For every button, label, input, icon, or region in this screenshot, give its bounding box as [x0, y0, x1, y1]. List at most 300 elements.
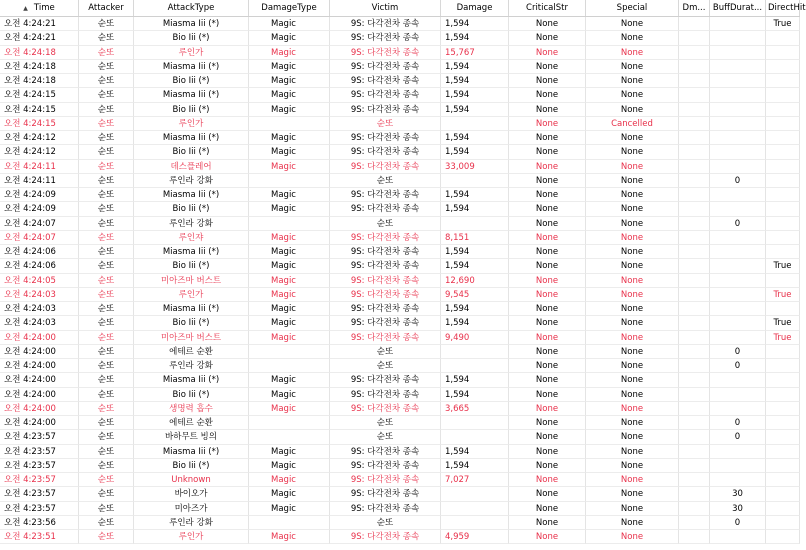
cell-victim: 9S: 다각전차 종속 — [330, 145, 441, 159]
cell-attack-type: Miasma Iii (*) — [134, 445, 249, 459]
cell-dm — [679, 103, 710, 117]
cell-damage: 33,009 — [441, 160, 509, 174]
cell-damage-type: Magic — [249, 31, 330, 45]
cell-time: 오전 4:24:12 — [0, 131, 79, 145]
cell-critical-str: None — [509, 217, 586, 231]
cell-attack-type: 루인쟈 — [134, 231, 249, 245]
cell-victim: 9S: 다각전차 종속 — [330, 302, 441, 316]
column-header-damage-type[interactable]: DamageType — [249, 0, 330, 16]
sort-ascending-icon: ▲ — [23, 5, 28, 12]
cell-attacker: 순또 — [79, 373, 134, 387]
cell-time: 오전 4:24:11 — [0, 174, 79, 188]
cell-direct-hit — [766, 502, 800, 516]
cell-special: None — [586, 188, 679, 202]
cell-victim: 9S: 다각전차 종속 — [330, 46, 441, 60]
cell-damage: 15,767 — [441, 46, 509, 60]
table-row[interactable] — [0, 145, 800, 159]
cell-damage-type — [249, 345, 330, 359]
cell-attacker: 순또 — [79, 103, 134, 117]
column-header-attacker[interactable]: Attacker — [79, 0, 134, 16]
cell-buff-duration: 0 — [710, 430, 766, 444]
table-row[interactable] — [0, 60, 800, 74]
cell-attacker: 순또 — [79, 17, 134, 31]
cell-damage-type: Magic — [249, 46, 330, 60]
cell-dm — [679, 459, 710, 473]
cell-dm — [679, 302, 710, 316]
cell-direct-hit — [766, 473, 800, 487]
table-row[interactable] — [0, 445, 800, 459]
cell-special: None — [586, 459, 679, 473]
table-row[interactable] — [0, 487, 800, 501]
cell-special: None — [586, 402, 679, 416]
cell-attack-type: 루인라 강화 — [134, 516, 249, 530]
cell-time: 오전 4:24:06 — [0, 245, 79, 259]
cell-special: None — [586, 502, 679, 516]
cell-time: 오전 4:24:15 — [0, 117, 79, 131]
table-row[interactable] — [0, 331, 800, 345]
cell-victim: 9S: 다각전차 종속 — [330, 331, 441, 345]
cell-attacker: 순또 — [79, 388, 134, 402]
cell-victim: 순또 — [330, 516, 441, 530]
cell-critical-str: None — [509, 46, 586, 60]
table-row[interactable] — [0, 174, 800, 188]
table-row[interactable] — [0, 245, 800, 259]
cell-critical-str: None — [509, 17, 586, 31]
cell-damage-type — [249, 416, 330, 430]
table-row[interactable] — [0, 217, 800, 231]
cell-time: 오전 4:23:57 — [0, 487, 79, 501]
cell-victim: 9S: 다각전차 종속 — [330, 502, 441, 516]
cell-buff-duration — [710, 473, 766, 487]
cell-attack-type: Miasma Iii (*) — [134, 373, 249, 387]
cell-attacker: 순또 — [79, 188, 134, 202]
cell-special: None — [586, 202, 679, 216]
cell-critical-str: None — [509, 88, 586, 102]
cell-damage: 1,594 — [441, 74, 509, 88]
table-row[interactable] — [0, 359, 800, 373]
table-row[interactable] — [0, 188, 800, 202]
table-row[interactable] — [0, 502, 800, 516]
cell-critical-str: None — [509, 145, 586, 159]
cell-critical-str: None — [509, 131, 586, 145]
cell-damage — [441, 487, 509, 501]
cell-direct-hit — [766, 231, 800, 245]
cell-dm — [679, 31, 710, 45]
cell-direct-hit — [766, 416, 800, 430]
cell-direct-hit — [766, 60, 800, 74]
cell-damage: 7,027 — [441, 473, 509, 487]
cell-damage — [441, 217, 509, 231]
cell-direct-hit — [766, 430, 800, 444]
cell-dm — [679, 516, 710, 530]
cell-damage — [441, 502, 509, 516]
column-header-direct-hit[interactable]: DirectHit — [766, 0, 800, 16]
cell-damage: 8,151 — [441, 231, 509, 245]
cell-critical-str: None — [509, 416, 586, 430]
cell-damage: 1,594 — [441, 17, 509, 31]
cell-special: None — [586, 530, 679, 544]
cell-damage-type: Magic — [249, 302, 330, 316]
cell-damage: 4,959 — [441, 530, 509, 544]
cell-damage-type: Magic — [249, 487, 330, 501]
cell-direct-hit — [766, 459, 800, 473]
cell-buff-duration: 30 — [710, 502, 766, 516]
table-row[interactable] — [0, 316, 800, 330]
cell-direct-hit: True — [766, 259, 800, 273]
cell-attack-type: Miasma Iii (*) — [134, 245, 249, 259]
cell-special: Cancelled — [586, 117, 679, 131]
cell-victim: 9S: 다각전차 종속 — [330, 188, 441, 202]
cell-special: None — [586, 487, 679, 501]
cell-critical-str: None — [509, 516, 586, 530]
table-row[interactable] — [0, 516, 800, 530]
cell-time: 오전 4:24:00 — [0, 345, 79, 359]
cell-damage-type: Magic — [249, 274, 330, 288]
cell-attacker: 순또 — [79, 145, 134, 159]
cell-direct-hit: True — [766, 331, 800, 345]
cell-dm — [679, 188, 710, 202]
cell-attacker: 순또 — [79, 530, 134, 544]
cell-damage-type: Magic — [249, 388, 330, 402]
cell-dm — [679, 145, 710, 159]
column-header-damage[interactable]: Damage — [441, 0, 509, 16]
table-row[interactable] — [0, 373, 800, 387]
cell-critical-str: None — [509, 316, 586, 330]
cell-critical-str: None — [509, 373, 586, 387]
cell-time: 오전 4:24:00 — [0, 359, 79, 373]
cell-time: 오전 4:24:21 — [0, 31, 79, 45]
cell-victim: 순또 — [330, 117, 441, 131]
cell-direct-hit — [766, 345, 800, 359]
column-header-attack-type[interactable]: AttackType — [134, 0, 249, 16]
cell-buff-duration — [710, 131, 766, 145]
cell-dm — [679, 373, 710, 387]
cell-time: 오전 4:24:00 — [0, 402, 79, 416]
table-row[interactable] — [0, 160, 800, 174]
cell-victim: 9S: 다각전차 종속 — [330, 259, 441, 273]
cell-damage: 9,545 — [441, 288, 509, 302]
column-header-special[interactable]: Special — [586, 0, 679, 16]
cell-time: 오전 4:24:21 — [0, 17, 79, 31]
cell-dm — [679, 388, 710, 402]
cell-damage-type: Magic — [249, 373, 330, 387]
cell-attack-type: Miasma Iii (*) — [134, 88, 249, 102]
cell-dm — [679, 46, 710, 60]
cell-victim: 순또 — [330, 430, 441, 444]
cell-special: None — [586, 516, 679, 530]
cell-dm — [679, 88, 710, 102]
cell-special: None — [586, 345, 679, 359]
cell-direct-hit — [766, 373, 800, 387]
cell-damage-type: Magic — [249, 74, 330, 88]
cell-buff-duration — [710, 402, 766, 416]
cell-damage-type: Magic — [249, 316, 330, 330]
cell-critical-str: None — [509, 245, 586, 259]
cell-damage: 3,665 — [441, 402, 509, 416]
column-header-dm[interactable]: Dm... — [679, 0, 710, 16]
table-row[interactable] — [0, 430, 800, 444]
cell-time: 오전 4:24:05 — [0, 274, 79, 288]
cell-attack-type: Miasma Iii (*) — [134, 60, 249, 74]
cell-attack-type: 미아즈마 버스트 — [134, 274, 249, 288]
cell-damage: 12,690 — [441, 274, 509, 288]
cell-direct-hit — [766, 217, 800, 231]
table-row[interactable] — [0, 388, 800, 402]
cell-special: None — [586, 145, 679, 159]
cell-damage-type — [249, 430, 330, 444]
cell-victim: 9S: 다각전차 종속 — [330, 245, 441, 259]
cell-attack-type: 루인가 — [134, 117, 249, 131]
cell-special: None — [586, 388, 679, 402]
cell-special: None — [586, 46, 679, 60]
cell-buff-duration — [710, 17, 766, 31]
table-row[interactable] — [0, 402, 800, 416]
cell-attack-type: 루인라 강화 — [134, 174, 249, 188]
cell-buff-duration — [710, 88, 766, 102]
cell-critical-str: None — [509, 60, 586, 74]
cell-attacker: 순또 — [79, 131, 134, 145]
cell-critical-str: None — [509, 487, 586, 501]
cell-buff-duration: 0 — [710, 516, 766, 530]
cell-time: 오전 4:23:57 — [0, 502, 79, 516]
column-header-buff-duration[interactable]: BuffDurat... — [710, 0, 766, 16]
cell-victim: 9S: 다각전차 종속 — [330, 60, 441, 74]
cell-buff-duration: 0 — [710, 174, 766, 188]
cell-attack-type: Bio Iii (*) — [134, 103, 249, 117]
cell-time: 오전 4:24:00 — [0, 416, 79, 430]
cell-critical-str: None — [509, 74, 586, 88]
cell-dm — [679, 74, 710, 88]
cell-attack-type: 루인라 강화 — [134, 217, 249, 231]
cell-victim: 9S: 다각전차 종속 — [330, 487, 441, 501]
cell-attack-type: Miasma Iii (*) — [134, 302, 249, 316]
cell-damage-type: Magic — [249, 502, 330, 516]
cell-damage-type: Magic — [249, 103, 330, 117]
table-row[interactable] — [0, 17, 800, 31]
cell-attacker: 순또 — [79, 416, 134, 430]
cell-special: None — [586, 430, 679, 444]
cell-dm — [679, 131, 710, 145]
cell-damage: 1,594 — [441, 202, 509, 216]
cell-special: None — [586, 160, 679, 174]
cell-buff-duration: 30 — [710, 487, 766, 501]
cell-damage — [441, 359, 509, 373]
cell-special: None — [586, 302, 679, 316]
cell-special: None — [586, 245, 679, 259]
table-row[interactable] — [0, 473, 800, 487]
cell-critical-str: None — [509, 174, 586, 188]
cell-damage-type: Magic — [249, 60, 330, 74]
table-row[interactable] — [0, 31, 800, 45]
cell-attacker: 순또 — [79, 160, 134, 174]
cell-special: None — [586, 103, 679, 117]
cell-direct-hit — [766, 117, 800, 131]
table-row[interactable] — [0, 117, 800, 131]
cell-buff-duration — [710, 388, 766, 402]
cell-attack-type: 데스플레어 — [134, 160, 249, 174]
cell-dm — [679, 202, 710, 216]
cell-attacker: 순또 — [79, 217, 134, 231]
cell-attack-type: Miasma Iii (*) — [134, 131, 249, 145]
table-row[interactable] — [0, 530, 800, 544]
cell-damage: 1,594 — [441, 388, 509, 402]
cell-critical-str: None — [509, 445, 586, 459]
cell-attacker: 순또 — [79, 459, 134, 473]
cell-damage-type: Magic — [249, 445, 330, 459]
table-row[interactable] — [0, 259, 800, 273]
cell-critical-str: None — [509, 502, 586, 516]
cell-damage-type: Magic — [249, 231, 330, 245]
cell-attack-type: 바이오가 — [134, 487, 249, 501]
cell-time: 오전 4:24:00 — [0, 388, 79, 402]
table-row[interactable] — [0, 74, 800, 88]
cell-attacker: 순또 — [79, 359, 134, 373]
table-row[interactable] — [0, 88, 800, 102]
cell-critical-str: None — [509, 31, 586, 45]
table-row[interactable] — [0, 302, 800, 316]
cell-attack-type: 루인가 — [134, 530, 249, 544]
cell-damage — [441, 516, 509, 530]
column-header-critical-str[interactable]: CriticalStr — [509, 0, 586, 16]
cell-damage: 1,594 — [441, 103, 509, 117]
cell-victim: 9S: 다각전차 종속 — [330, 316, 441, 330]
cell-dm — [679, 217, 710, 231]
column-header-time[interactable]: ▲ Time — [0, 0, 79, 16]
cell-victim: 9S: 다각전차 종속 — [330, 88, 441, 102]
cell-victim: 9S: 다각전차 종속 — [330, 288, 441, 302]
cell-time: 오전 4:24:18 — [0, 60, 79, 74]
cell-direct-hit — [766, 245, 800, 259]
cell-damage: 1,594 — [441, 31, 509, 45]
cell-dm — [679, 331, 710, 345]
cell-buff-duration — [710, 103, 766, 117]
cell-buff-duration — [710, 245, 766, 259]
cell-damage — [441, 430, 509, 444]
table-row[interactable] — [0, 231, 800, 245]
table-row[interactable] — [0, 288, 800, 302]
cell-attacker: 순또 — [79, 445, 134, 459]
cell-buff-duration — [710, 117, 766, 131]
cell-critical-str: None — [509, 259, 586, 273]
cell-critical-str: None — [509, 331, 586, 345]
cell-victim: 9S: 다각전차 종속 — [330, 103, 441, 117]
cell-victim: 9S: 다각전차 종속 — [330, 473, 441, 487]
cell-time: 오전 4:24:03 — [0, 316, 79, 330]
table-row[interactable] — [0, 345, 800, 359]
table-row[interactable] — [0, 46, 800, 60]
cell-direct-hit — [766, 74, 800, 88]
table-row[interactable] — [0, 131, 800, 145]
table-row[interactable] — [0, 459, 800, 473]
cell-attacker: 순또 — [79, 288, 134, 302]
table-row[interactable] — [0, 416, 800, 430]
cell-damage-type — [249, 217, 330, 231]
cell-direct-hit — [766, 103, 800, 117]
cell-critical-str: None — [509, 473, 586, 487]
cell-attacker: 순또 — [79, 402, 134, 416]
cell-dm — [679, 60, 710, 74]
cell-direct-hit — [766, 516, 800, 530]
cell-buff-duration — [710, 74, 766, 88]
cell-dm — [679, 430, 710, 444]
cell-direct-hit — [766, 160, 800, 174]
cell-attacker: 순또 — [79, 331, 134, 345]
cell-attack-type: 에테르 순환 — [134, 416, 249, 430]
cell-damage-type: Magic — [249, 402, 330, 416]
cell-buff-duration — [710, 259, 766, 273]
cell-attacker: 순또 — [79, 202, 134, 216]
cell-damage-type: Magic — [249, 188, 330, 202]
cell-victim: 9S: 다각전차 종속 — [330, 530, 441, 544]
cell-direct-hit — [766, 359, 800, 373]
cell-victim: 순또 — [330, 416, 441, 430]
cell-buff-duration — [710, 331, 766, 345]
cell-special: None — [586, 259, 679, 273]
cell-buff-duration: 0 — [710, 359, 766, 373]
cell-buff-duration — [710, 302, 766, 316]
table-row[interactable] — [0, 274, 800, 288]
cell-victim: 9S: 다각전차 종속 — [330, 31, 441, 45]
cell-buff-duration: 0 — [710, 345, 766, 359]
cell-victim: 순또 — [330, 174, 441, 188]
cell-critical-str: None — [509, 117, 586, 131]
cell-attack-type: Bio Iii (*) — [134, 202, 249, 216]
cell-attacker: 순또 — [79, 502, 134, 516]
cell-damage — [441, 345, 509, 359]
cell-dm — [679, 288, 710, 302]
cell-dm — [679, 245, 710, 259]
cell-attack-type: Miasma Iii (*) — [134, 188, 249, 202]
cell-victim: 9S: 다각전차 종속 — [330, 17, 441, 31]
cell-dm — [679, 502, 710, 516]
cell-critical-str: None — [509, 288, 586, 302]
cell-damage-type: Magic — [249, 160, 330, 174]
cell-attacker: 순또 — [79, 302, 134, 316]
cell-direct-hit — [766, 445, 800, 459]
cell-direct-hit: True — [766, 288, 800, 302]
cell-dm — [679, 174, 710, 188]
cell-damage-type — [249, 117, 330, 131]
cell-buff-duration — [710, 274, 766, 288]
cell-time: 오전 4:24:18 — [0, 74, 79, 88]
cell-attack-type: 루인가 — [134, 46, 249, 60]
cell-buff-duration — [710, 373, 766, 387]
cell-damage-type: Magic — [249, 530, 330, 544]
cell-attack-type: 루인가 — [134, 288, 249, 302]
cell-time: 오전 4:24:07 — [0, 217, 79, 231]
cell-direct-hit — [766, 88, 800, 102]
cell-damage-type: Magic — [249, 259, 330, 273]
cell-attacker: 순또 — [79, 60, 134, 74]
table-row[interactable] — [0, 202, 800, 216]
cell-special: None — [586, 316, 679, 330]
column-header-victim[interactable]: Victim — [330, 0, 441, 16]
cell-victim: 9S: 다각전차 종속 — [330, 274, 441, 288]
cell-damage-type — [249, 359, 330, 373]
cell-damage-type: Magic — [249, 331, 330, 345]
cell-buff-duration — [710, 530, 766, 544]
cell-buff-duration — [710, 445, 766, 459]
cell-damage-type: Magic — [249, 288, 330, 302]
cell-attack-type: Bio Iii (*) — [134, 74, 249, 88]
cell-attack-type: Bio Iii (*) — [134, 459, 249, 473]
table-row[interactable] — [0, 103, 800, 117]
cell-damage-type: Magic — [249, 131, 330, 145]
cell-time: 오전 4:24:12 — [0, 145, 79, 159]
cell-attacker: 순또 — [79, 74, 134, 88]
cell-victim: 9S: 다각전차 종속 — [330, 445, 441, 459]
cell-attack-type: 바하무트 빙의 — [134, 430, 249, 444]
